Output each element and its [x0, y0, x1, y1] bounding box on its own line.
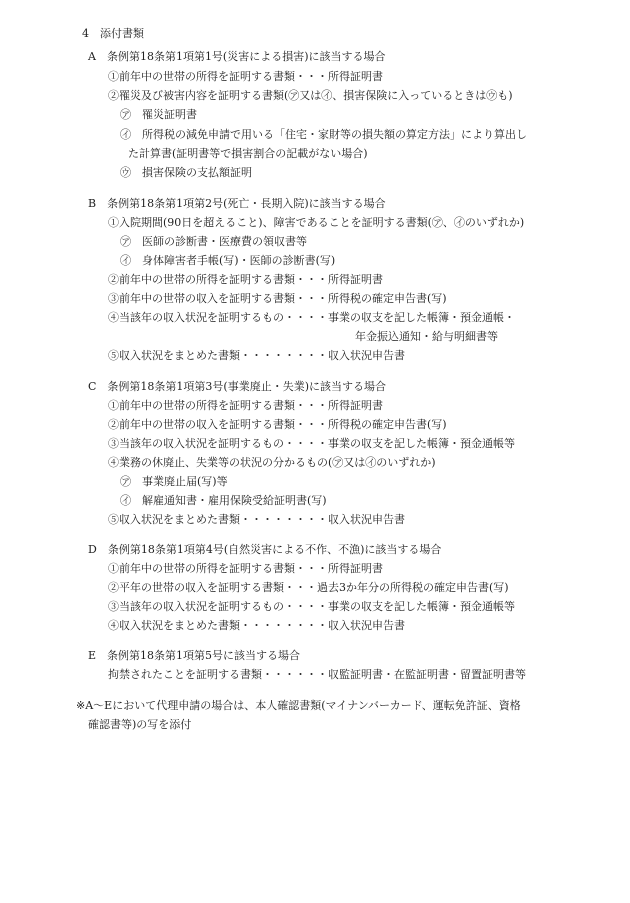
- note-line-1: ※A～Eにおいて代理申請の場合は、本人確認書類(マイナンバーカード、運転免許証、資格: [76, 699, 521, 712]
- section-a-sub-3: ㋒ 損害保険の支払額証明: [120, 166, 252, 179]
- section-c-item-3: ③当該年の収入状況を証明するもの・・・・事業の収支を記した帳簿・預金通帳等: [108, 437, 515, 450]
- section-c-sub-1: ㋐ 事業廃止届(写)等: [120, 475, 228, 488]
- section-d-title: D 条例第18条第1項第4号(自然災害による不作、不漁)に該当する場合: [88, 543, 442, 556]
- section-a-sub-1: ㋐ 罹災証明書: [120, 108, 197, 121]
- section-d-item-4: ④収入状況をまとめた書類・・・・・・・・収入状況申告書: [108, 619, 405, 632]
- section-d-item-3: ③当該年の収入状況を証明するもの・・・・事業の収支を記した帳簿・預金通帳等: [108, 600, 515, 613]
- section-c-item-5: ⑤収入状況をまとめた書類・・・・・・・・収入状況申告書: [108, 513, 405, 526]
- section-a-item-1: ①前年中の世帯の所得を証明する書類・・・所得証明書: [108, 70, 383, 83]
- section-b-item-3: ③前年中の世帯の収入を証明する書類・・・所得税の確定申告書(写): [108, 292, 447, 305]
- section-e-item-1: 拘禁されたことを証明する書類・・・・・・収監証明書・在監証明書・留置証明書等: [108, 668, 526, 681]
- section-c-item-1: ①前年中の世帯の所得を証明する書類・・・所得証明書: [108, 399, 383, 412]
- section-c-title: C 条例第18条第1項第3号(事業廃止・失業)に該当する場合: [88, 380, 386, 393]
- section-c-item-4: ④業務の休廃止、失業等の状況の分かるもの(㋐又は㋑のいずれか): [108, 456, 436, 469]
- section-d-item-2: ②平年の世帯の収入を証明する書類・・・過去3か年分の所得税の確定申告書(写): [108, 581, 509, 594]
- section-b-item-5: ⑤収入状況をまとめた書類・・・・・・・・収入状況申告書: [108, 349, 405, 362]
- section-a-title: A 条例第18条第1項第1号(災害による損害)に該当する場合: [88, 50, 386, 63]
- section-b-sub-1: ㋐ 医師の診断書・医療費の領収書等: [120, 235, 307, 248]
- section-heading: 4 添付書類: [82, 27, 144, 40]
- section-b-sub-2: ㋑ 身体障害者手帳(写)・医師の診断書(写): [120, 254, 336, 267]
- section-b-item-2: ②前年中の世帯の所得を証明する書類・・・所得証明書: [108, 273, 383, 286]
- section-a-item-2: ②罹災及び被害内容を証明する書類(㋐又は㋑、損害保険に入っているときは㋒も): [108, 89, 513, 102]
- section-b-item-1: ①入院期間(90日を超えること)、障害であることを証明する書類(㋐、㋑のいずれか): [108, 216, 525, 229]
- section-b-title: B 条例第18条第1項第2号(死亡・長期入院)に該当する場合: [88, 197, 386, 210]
- section-c-sub-2: ㋑ 解雇通知書・雇用保険受給証明書(写): [120, 494, 327, 507]
- note-line-2: 確認書等)の写を添付: [88, 718, 192, 731]
- section-e-title: E 条例第18条第1項第5号に該当する場合: [88, 649, 301, 662]
- section-a-sub-2-cont: た計算書(証明書等で損害割合の記載がない場合): [128, 147, 368, 160]
- section-d-item-1: ①前年中の世帯の所得を証明する書類・・・所得証明書: [108, 562, 383, 575]
- section-c-item-2: ②前年中の世帯の収入を証明する書類・・・所得税の確定申告書(写): [108, 418, 447, 431]
- section-b-item-4-cont: 年金振込通知・給与明細書等: [355, 330, 498, 343]
- section-a-sub-2: ㋑ 所得税の減免申請で用いる「住宅・家財等の損失額の算定方法」により算出し: [120, 128, 527, 141]
- section-b-item-4: ④当該年の収入状況を証明するもの・・・・事業の収支を記した帳簿・預金通帳・: [108, 311, 515, 324]
